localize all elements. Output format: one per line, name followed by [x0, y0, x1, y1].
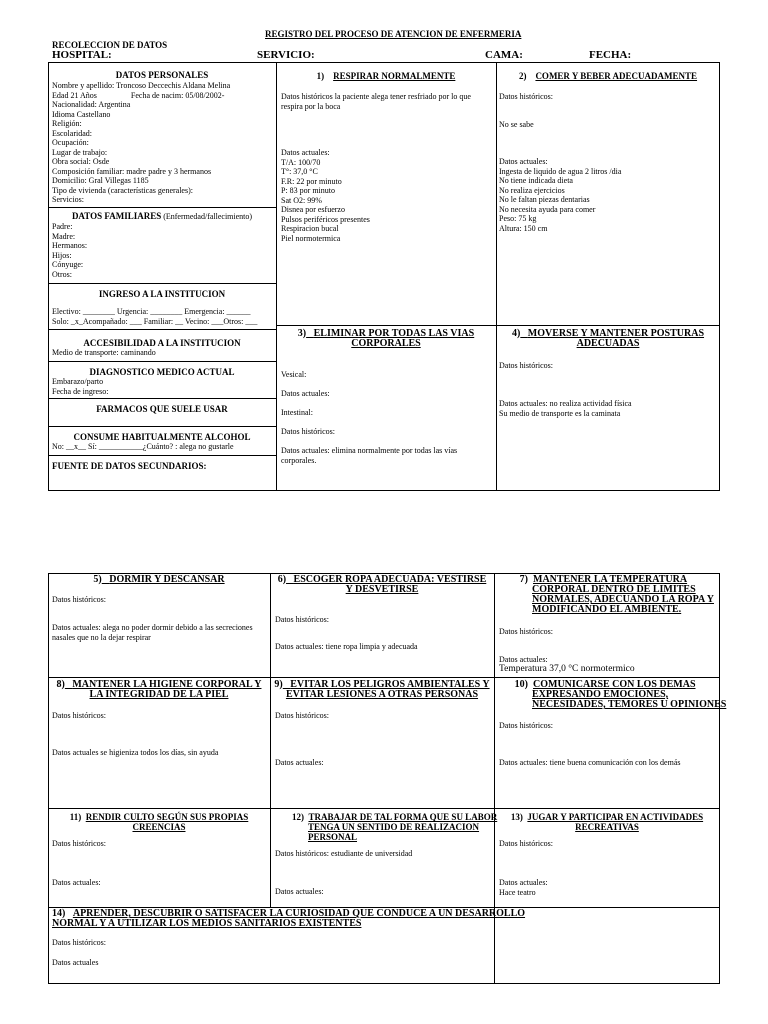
temperatura: T°: 37,0 °C	[281, 167, 318, 176]
necesidad-8-historicos: Datos históricos:	[52, 711, 106, 720]
ingreso-heading: INGRESO A LA INSTITUCION	[98, 289, 226, 299]
saturacion: Sat O2: 99%	[281, 195, 322, 205]
fuente-datos-heading: FUENTE DE DATOS SECUNDARIOS:	[52, 461, 207, 471]
necesidad-3-actuales-1: Datos actuales:	[281, 389, 330, 398]
idioma-field: Idioma Castellano	[52, 109, 111, 119]
necesidad-1-actuales: Datos actuales: T/A: 100/70 T°: 37,0 °C F.R: 22 por minuto P: 83 por minuto Sat O2: 99% Disnea por esfuerzo Pulsos periféricos presentes Respiracion bucal Piel normotermica	[281, 148, 370, 243]
diagnostico-block	[52, 377, 108, 396]
necesidad-6-actuales: Datos actuales: tiene ropa limpia y adecuada	[275, 642, 418, 651]
altura: Altura: 150 cm	[499, 223, 548, 233]
otros-field: Otros:	[52, 269, 72, 279]
datos-personales-block	[52, 81, 274, 205]
necesidad-8-heading: 8) MANTENER LA HIGIENE CORPORAL Y LA INTEGRIDAD DE LA PIEL	[56, 679, 262, 700]
servicios-field: Servicios:	[52, 195, 84, 204]
obra-social-field: Obra social: Osde	[52, 157, 110, 166]
transporte-field: Medio de transporte: caminando	[52, 348, 156, 357]
pulso: P: 83 por minuto	[281, 186, 336, 195]
necesidad-9-heading: 9) EVITAR LOS PELIGROS AMBIENTALES Y EVITAR LESIONES A OTRAS PERSONAS	[274, 679, 490, 700]
religion-field: Religión:	[52, 119, 82, 128]
necesidad-14-actuales: Datos actuales	[52, 958, 99, 967]
datos-familiares-block	[52, 222, 87, 279]
alcohol-heading: CONSUME HABITUALMENTE ALCOHOL	[73, 432, 251, 442]
necesidad-9-actuales: Datos actuales:	[275, 758, 324, 767]
accesibilidad-heading: ACCESIBILIDAD A LA INSTITUCION	[83, 338, 241, 348]
necesidad-3-vesical: Vesical:	[281, 370, 307, 379]
fecha-nacimiento-field: Fecha de nacim: 05/08/2002-	[130, 90, 225, 100]
necesidad-5-actuales: Datos actuales: alega no poder dormir debido a las secreciones nasales que no la dejar respirar	[52, 623, 253, 642]
necesidad-11-heading: 11) RENDIR CULTO SEGÚN SUS PROPIAS CREENCIAS	[69, 812, 249, 832]
domicilio-field: Domicilio: Gral Villegas 1185	[52, 176, 149, 185]
necesidad-9-historicos: Datos históricos:	[275, 711, 329, 720]
ingreso-block	[52, 307, 257, 326]
fecha-label: FECHA:	[589, 49, 632, 61]
necesidad-5-historicos: Datos históricos:	[52, 595, 106, 604]
necesidad-2-historicos-label: Datos históricos:	[499, 92, 553, 101]
necesidad-6-heading: 6) ESCOGER ROPA ADECUADA: VESTIRSE Y DESVETIRSE	[277, 574, 487, 595]
frecuencia-respiratoria: F.R: 22 por minuto	[281, 176, 342, 186]
necesidad-13-heading: 13) JUGAR Y PARTICIPAR EN ACTIVIDADES RECREATIVAS	[510, 812, 704, 832]
necesidad-11-historicos: Datos históricos:	[52, 839, 106, 848]
document-title: REGISTRO DEL PROCESO DE ATENCION DE ENFERMERIA	[265, 29, 522, 39]
necesidad-10-heading: 10) COMUNICARSE CON LOS DEMAS EXPRESANDO EMOCIONES, NECESIDADES, TEMORES U OPINIONES	[514, 679, 727, 710]
necesidad-3-actuales-2: Datos actuales: elimina normalmente por todas las vías corporales.	[281, 446, 458, 465]
ocupacion-field: Ocupación:	[52, 138, 89, 147]
recoleccion-label: RECOLECCION DE DATOS	[52, 40, 168, 50]
necesidad-4-historicos: Datos históricos:	[499, 361, 553, 370]
hace-teatro: Hace teatro	[499, 887, 536, 897]
necesidad-2-historicos-value: No se sabe	[499, 120, 534, 129]
nacionalidad-field: Nacionalidad: Argentina	[52, 100, 131, 109]
necesidad-1-title: RESPIRAR NORMALMENTE	[333, 71, 456, 81]
madre-field: Madre:	[52, 231, 76, 241]
necesidad-2-title: COMER Y BEBER ADECUADAMENTE	[535, 71, 698, 81]
alcohol-field: No: __x__ Sí: ___________¿Cuánto? : alega no gustarle	[52, 442, 234, 451]
necesidad-1-heading: 1) RESPIRAR NORMALMENTE	[316, 71, 456, 81]
necesidad-5-title: DORMIR Y DESCANSAR	[109, 574, 225, 585]
necesidad-7-temperatura: Temperatura 37,0 °C normotermico	[499, 664, 635, 674]
peso: Peso: 75 kg	[499, 214, 537, 223]
necesidad-13-historicos: Datos históricos:	[499, 839, 553, 848]
necesidad-7-historicos: Datos históricos:	[499, 627, 553, 636]
necesidad-5-heading: 5) DORMIR Y DESCANSAR	[93, 574, 225, 585]
presion-arterial: T/A: 100/70	[281, 157, 321, 167]
conyuge-field: Cónyuge:	[52, 260, 84, 269]
vivienda-field: Tipo de vivienda (características generales):	[52, 185, 193, 195]
necesidad-4-actuales: Datos actuales: no realiza actividad física Su medio de transporte es la caminata	[499, 399, 632, 418]
necesidad-10-actuales: Datos actuales: tiene buena comunicación con los demás	[499, 758, 681, 767]
necesidad-13-actuales: Datos actuales: Hace teatro	[499, 878, 548, 897]
hermanos-field: Hermanos:	[52, 241, 88, 250]
padre-field: Padre:	[52, 222, 73, 231]
necesidad-7-heading: 7) MANTENER LA TEMPERATURA CORPORAL DENTRO DE LIMITES NORMALES, ADECUANDO LA ROPA Y MODIFICANDO EL AMBIENTE.	[519, 574, 714, 615]
necesidad-6-historicos: Datos históricos:	[275, 615, 329, 624]
composicion-familiar-field: Composición familiar: madre padre y 3 hermanos	[52, 166, 212, 176]
necesidad-12-historicos: Datos históricos: estudiante de universidad	[275, 849, 413, 858]
hijos-field: Hijos:	[52, 250, 72, 260]
necesidad-3-historicos: Datos históricos:	[281, 427, 335, 436]
fecha-ingreso-field: Fecha de ingreso:	[52, 386, 109, 396]
necesidad-1-historicos: Datos históricos la paciente alega tener resfriado por lo que respira por la boca	[281, 92, 471, 111]
necesidad-14-heading: 14) APRENDER, DESCUBRIR O SATISFACER LA CURIOSIDAD QUE CONDUCE A UN DESARROLLO NORMAL Y A UTILIZAR LOS MEDIOS SANITARIOS EXISTENTES	[52, 908, 526, 929]
nombre-field: Nombre y apellido: Troncoso Deccechis Aldana Melina	[52, 81, 231, 90]
necesidad-2-heading: 2) COMER Y BEBER ADECUADAMENTE	[518, 71, 698, 81]
ingreso-acompanante-line: Solo: _x_Acompañado: ___ Familiar: __ Vecino: ___Otros: ___	[52, 316, 258, 326]
ingreso-tipo-line: Electivo: ________ Urgencia: ________ Emergencia: ______	[52, 307, 251, 316]
edad-field: Edad 21 Años	[52, 90, 97, 100]
lugar-trabajo-field: Lugar de trabajo:	[52, 147, 108, 157]
necesidad-10-historicos: Datos históricos:	[499, 721, 553, 730]
cama-label: CAMA:	[485, 49, 523, 61]
necesidad-12-heading: 12) TRABAJAR DE TAL FORMA QUE SU LABOR TENGA UN SENTIDO DE REALIZACION PERSONAL	[292, 812, 498, 842]
escolaridad-field: Escolaridad:	[52, 128, 92, 138]
edad-row	[52, 91, 274, 101]
necesidad-7-actuales: Datos actuales:	[499, 655, 548, 664]
necesidad-4-heading: 4) MOVERSE Y MANTENER POSTURAS ADECUADAS	[511, 328, 705, 349]
servicio-label: SERVICIO:	[257, 49, 315, 61]
hospital-label: HOSPITAL:	[52, 49, 112, 61]
necesidad-2-actuales: Datos actuales: Ingesta de liquido de agua 2 litros /dia No tiene indicada dieta No realiza ejercicios No le faltan piezas dentarias No necesita ayuda para comer Peso: 75 kg Altura: 150 cm	[499, 157, 622, 233]
datos-familiares-heading: DATOS FAMILIARES (Enfermedad/fallecimiento)	[71, 211, 253, 221]
datos-personales-heading: DATOS PERSONALES	[115, 70, 209, 80]
necesidad-3-intestinal: Intestinal:	[281, 408, 313, 417]
necesidad-14-historicos: Datos históricos:	[52, 938, 106, 947]
farmacos-heading: FARMACOS QUE SUELE USAR	[96, 404, 228, 414]
necesidad-8-actuales: Datos actuales se higieniza todos los días, sin ayuda	[52, 748, 219, 757]
diagnostico-heading: DIAGNOSTICO MEDICO ACTUAL	[89, 367, 235, 377]
necesidad-12-actuales: Datos actuales:	[275, 887, 324, 896]
necesidad-3-heading: 3) ELIMINAR POR TODAS LAS VIAS CORPORALES	[297, 328, 475, 349]
embarazo-field: Embarazo/parto	[52, 377, 104, 386]
necesidad-11-actuales: Datos actuales:	[52, 878, 101, 887]
